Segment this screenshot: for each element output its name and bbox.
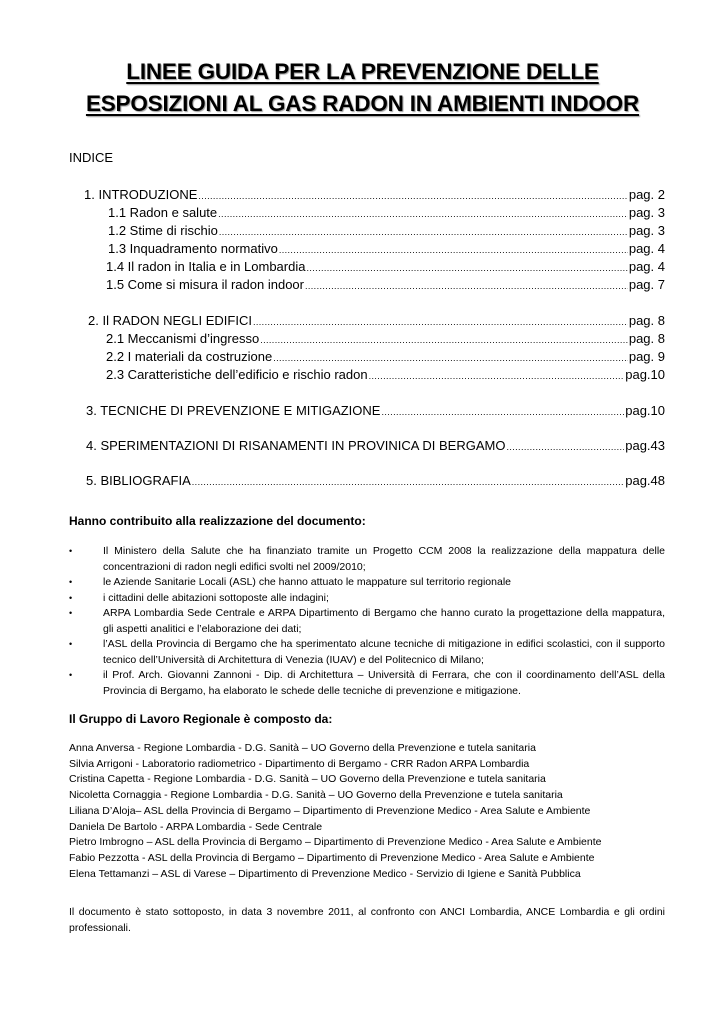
list-item (69, 637, 665, 668)
toc-leader-dots (192, 473, 624, 491)
list-item (69, 668, 665, 699)
toc-entry (84, 186, 665, 204)
toc-entry (106, 366, 665, 384)
toc-entry (108, 204, 665, 222)
toc-leader-dots (369, 367, 625, 385)
closing-note: Il documento è stato sottoposto, in data 3 novembre 2011, al confronto con ANCI Lombardia, ANCE Lombardia e gli ordini professionali. (69, 906, 665, 934)
toc-entry-page: pag. 3 (628, 223, 665, 238)
toc-entry (108, 222, 665, 240)
list-item-text: ARPA Lombardia Sede Centrale e ARPA Dipartimento di Bergamo che hanno curato la progettazione della mappatura, gli aspetti analitici e l’elaborazione dei dati; (103, 607, 665, 635)
bullet-marker: • (69, 592, 73, 603)
list-item-text: le Aziende Sanitarie Locali (ASL) che hanno attuato le mappature sul territorio regionale (103, 576, 511, 588)
list-item-text: Il Ministero della Salute che ha finanziato tramite un Progetto CCM 2008 la realizzazione della mappatura delle concentrazioni di radon negli edifici svolti nel 2009/2010; (103, 545, 665, 573)
member-line: Cristina Capetta - Regione Lombardia - D.G. Sanità – UO Governo della Prevenzione e tutela sanitaria (69, 773, 546, 786)
toc-entry (106, 258, 665, 276)
toc-leader-dots (381, 403, 624, 421)
toc-entry (86, 472, 665, 490)
toc-entry-page: pag. 8 (628, 331, 665, 346)
working-group-members (69, 741, 602, 882)
member-line: Fabio Pezzotta - ASL della Provincia di Bergamo – Dipartimento di Prevenzione Medico - Area Salute e Ambiente (69, 851, 595, 864)
toc-entry-title: 2.2 I materiali da costruzione (106, 349, 273, 364)
toc-entry (106, 348, 665, 366)
toc-leader-dots (305, 277, 628, 295)
toc-leader-dots (219, 223, 628, 241)
toc-entry-page: pag. 9 (628, 349, 665, 364)
toc-leader-dots (279, 241, 628, 259)
toc-leader-dots (506, 438, 624, 456)
title-line-1: LINEE GUIDA PER LA PREVENZIONE DELLE (126, 59, 599, 84)
bullet-marker: • (69, 546, 73, 556)
toc-entry-title: 2. Il RADON NEGLI EDIFICI (88, 313, 252, 328)
toc-entry-title: 4. SPERIMENTAZIONI DI RISANAMENTI IN PROVINICA DI BERGAMO (86, 438, 506, 453)
toc-entry (88, 312, 665, 330)
list-item (69, 575, 665, 591)
toc-entry-title: 3. TECNICHE DI PREVENZIONE E MITIGAZIONE (86, 403, 381, 418)
toc-entry-page: pag. 7 (628, 277, 665, 292)
list-item (69, 606, 665, 637)
member-line: Liliana D’Aloja– ASL della Provincia di Bergamo – Dipartimento di Prevenzione Medico - Area Salute e Ambiente (69, 804, 591, 817)
toc-entry-title: 2.1 Meccanismi d’ingresso (106, 331, 260, 346)
toc-entry-title: 1.5 Come si misura il radon indoor (106, 277, 304, 292)
bullet-marker: • (69, 577, 73, 587)
toc-entry-page: pag.43 (625, 438, 665, 453)
toc-entry-page: pag. 8 (628, 313, 665, 328)
toc-entry-title: 1. INTRODUZIONE (84, 187, 198, 202)
document-title (40, 56, 685, 120)
toc-entry-page: pag. 4 (628, 259, 665, 274)
list-item (69, 544, 665, 575)
toc-entry-page: pag.48 (625, 473, 665, 488)
toc-entry-title: 1.2 Stime di rischio (108, 223, 218, 238)
toc-entry-title: 5. BIBLIOGRAFIA (86, 473, 191, 488)
toc-entry-page: pag. 2 (628, 187, 665, 202)
toc-entry-title: 1.3 Inquadramento normativo (108, 241, 278, 256)
toc-leader-dots (218, 205, 628, 223)
title-line-2: ESPOSIZIONI AL GAS RADON IN AMBIENTI INDOOR (85, 91, 640, 116)
toc-leader-dots (253, 313, 628, 331)
toc-leader-dots (198, 187, 627, 205)
member-line: Pietro Imbrogno – ASL della Provincia di Bergamo – Dipartimento di Prevenzione Medico - Area Salute e Ambiente (69, 836, 602, 849)
list-item-text: l’ASL della Provincia di Bergamo che ha sperimentato alcune tecniche di mitigazione in edifici scolastici, con il supporto tecnico dell’Università di Architettura di Venezia (IUAV) e del Politecnico di Milano; (103, 638, 665, 666)
toc-leader-dots (306, 259, 627, 277)
toc-entry-title: 1.4 Il radon in Italia e in Lombardia (106, 259, 306, 274)
toc-entry (86, 402, 665, 420)
member-line: Elena Tettamanzi – ASL di Varese – Dipartimento di Prevenzione Medico - Servizio di Igiene e Sanità Pubblica (69, 867, 581, 880)
bullet-marker: • (69, 608, 73, 618)
contributors-heading: Hanno contribuito alla realizzazione del documento: (69, 514, 366, 528)
toc-entry-title: 1.1 Radon e salute (108, 205, 218, 220)
toc-entry (106, 276, 665, 294)
list-item (69, 591, 665, 607)
list-item-text: i cittadini delle abitazioni sottoposte alle indagini; (103, 591, 329, 604)
toc-entry (108, 240, 665, 258)
toc-entry-page: pag.10 (625, 403, 665, 418)
toc-leader-dots (260, 331, 628, 349)
index-heading: INDICE (69, 150, 114, 165)
list-item-text: il Prof. Arch. Giovanni Zannoni - Dip. di Architettura – Università di Ferrara, che con il coordinamento dell’ASL della Provincia di Bergamo, ha elaborato le schede delle tecniche di prevenzione e mitigazione. (103, 669, 665, 697)
toc-entry (86, 437, 665, 455)
contributors-list (69, 544, 665, 699)
member-line: Nicoletta Cornaggia - Regione Lombardia - D.G. Sanità – UO Governo della Prevenzione e tutela sanitaria (69, 789, 563, 802)
toc-entry-page: pag. 3 (628, 205, 665, 220)
member-line: Daniela De Bartolo - ARPA Lombardia - Sede Centrale (69, 820, 323, 833)
bullet-marker: • (69, 670, 73, 680)
toc-entry-page: pag. 4 (628, 241, 665, 256)
toc-leader-dots (273, 349, 628, 367)
toc-entry-page: pag.10 (625, 367, 665, 382)
member-line: Silvia Arrigoni - Laboratorio radiometrico - Dipartimento di Bergamo - CRR Radon ARPA Lombardia (69, 757, 530, 770)
member-line: Anna Anversa - Regione Lombardia - D.G. Sanità – UO Governo della Prevenzione e tutela sanitaria (69, 742, 536, 754)
working-group-heading: Il Gruppo di Lavoro Regionale è composto da: (69, 712, 333, 726)
toc-entry (106, 330, 665, 348)
toc-entry-title: 2.3 Caratteristiche dell’edificio e rischio radon (106, 367, 368, 382)
bullet-marker: • (69, 639, 73, 649)
